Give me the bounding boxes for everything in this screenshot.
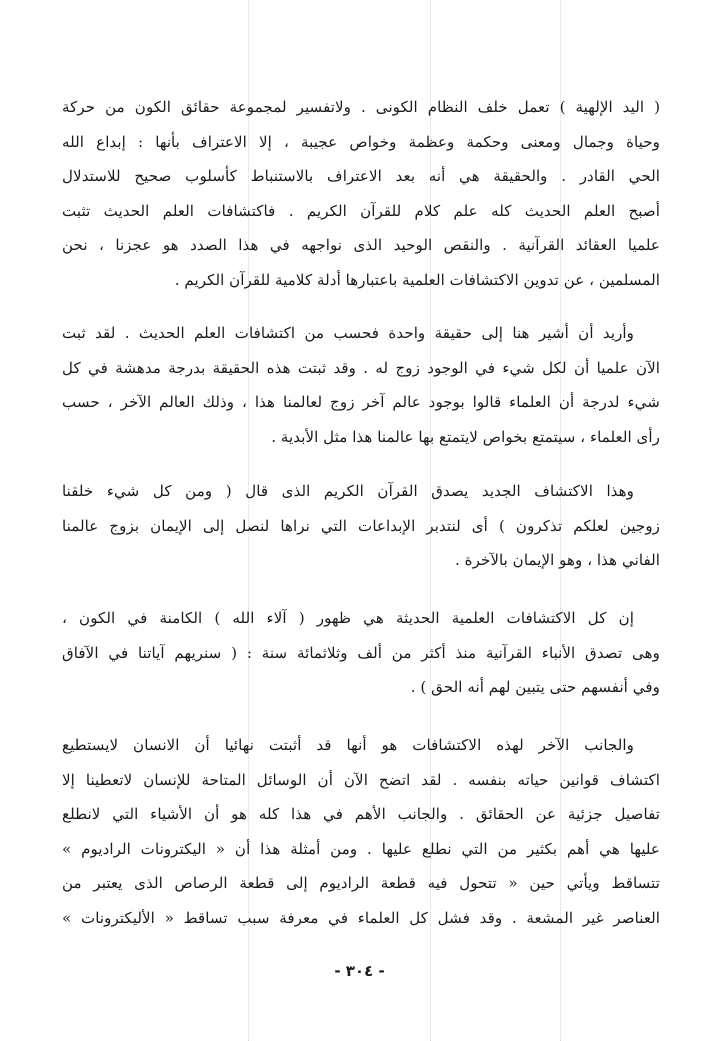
text-line: رأى العلماء ، سيتمتع بخواص لايتمتع بها عالمنا هذا مثل الأبدية . xyxy=(271,427,660,446)
text-line: اكتشاف قوانين حياته بنفسه . لقد اتضح الآن أن الوسائل المتاحة للإنسان لاتعطينا إلا xyxy=(62,770,660,789)
paragraph-3 xyxy=(62,474,660,578)
paragraph-5 xyxy=(62,728,660,935)
paragraph-4 xyxy=(62,601,660,705)
text-line: وهى تصدق الأنباء القرآنية منذ أكثر من ألف وثلاثمائة سنة : ( سنريهم آياتنا في الآفاق xyxy=(62,643,660,662)
text-line: العناصر غير المشعة . وقد فشل كل العلماء في معرفة سبب تساقط « الأليكترونات » xyxy=(62,908,660,927)
text-line: وفي أنفسهم حتى يتبين لهم أنه الحق ) . xyxy=(410,678,660,696)
text-line: وحياة وجمال ومعنى وحكمة وعظمة وخواص عجيبة ، إلا الاعتراف بأنها : إبداع الله xyxy=(62,132,660,151)
text-line: تتساقط ويأتي حين « تتحول فيه قطعة الراديوم إلى قطعة الرصاص الذى يعتبر من xyxy=(62,874,660,892)
text-line: ( اليد الإلهية ) تعمل خلف النظام الكونى . ولاتفسير لمجموعة حقائق الكون من حركة xyxy=(62,98,660,116)
text-line: وهذا الاكتشاف الجديد يصدق القرآن الكريم الذى قال ( ومن كل شيء خلقنا xyxy=(62,482,634,500)
text-line: أصبح العلم الحديث كله علم كلام للقرآن الكريم . فاكتشافات العلم الحديث تثبت xyxy=(62,201,660,220)
text-line: إن كل الاكتشافات العلمية الحديثة هي ظهور ( آلاء الله ) الكامنة في الكون ، xyxy=(62,609,634,627)
page-number: - ٣٠٤ - xyxy=(334,962,385,980)
text-line: وأريد أن أشير هنا إلى حقيقة واحدة فحسب من اكتشافات العلم الحديث . لقد ثبت xyxy=(62,324,634,342)
text-line: الحي القادر . والحقيقة هي أنه بعد الاعتراف بالاستنباط كأسلوب صحيح للاستدلال xyxy=(62,167,660,185)
text-line: الفاني هذا ، وهو الإيمان بالآخرة . xyxy=(454,551,660,569)
text-line: زوجين لعلكم تذكرون ) أى لنتدبر الإبداعات التي نراها لنصل إلى الإيمان بزوج عالمنا xyxy=(62,516,660,535)
paragraph-1 xyxy=(62,90,660,297)
text-line: والجانب الآخر لهذه الاكتشافات هو أنها قد أثبتت نهائيا أن الانسان لايستطيع xyxy=(62,736,634,754)
text-line: شيء لدرجة أن العلماء قالوا بوجود عالم آخر زوج لعالمنا هذا ، وذلك العالم الآخر ، حسب xyxy=(62,393,660,411)
text-line: الآن علميا أن لكل شيء في الوجود زوج له . وقد ثبتت هذه الحقيقة بدرجة مدهشة في كل xyxy=(62,358,660,377)
text-line: عليها هي أهم بكثير من التي نطلع عليها . ومن أمثلة هذا أن « اليكترونات الراديوم » xyxy=(62,839,660,858)
text-line: علميا العقائد القرآنية . والنقص الوحيد الذى نواجهه في هذا الصدد هو عجزنا ، نحن xyxy=(62,236,660,254)
text-line: المسلمين ، عن تدوين الاكتشافات العلمية باعتبارها أدلة كلامية للقرآن الكريم . xyxy=(174,270,660,289)
text-line: تفاصيل جزئية عن الحقائق . والجانب الأهم في هذا كله هو أن الأشياء التي لانطلع xyxy=(62,805,660,823)
paragraph-2 xyxy=(62,316,660,454)
